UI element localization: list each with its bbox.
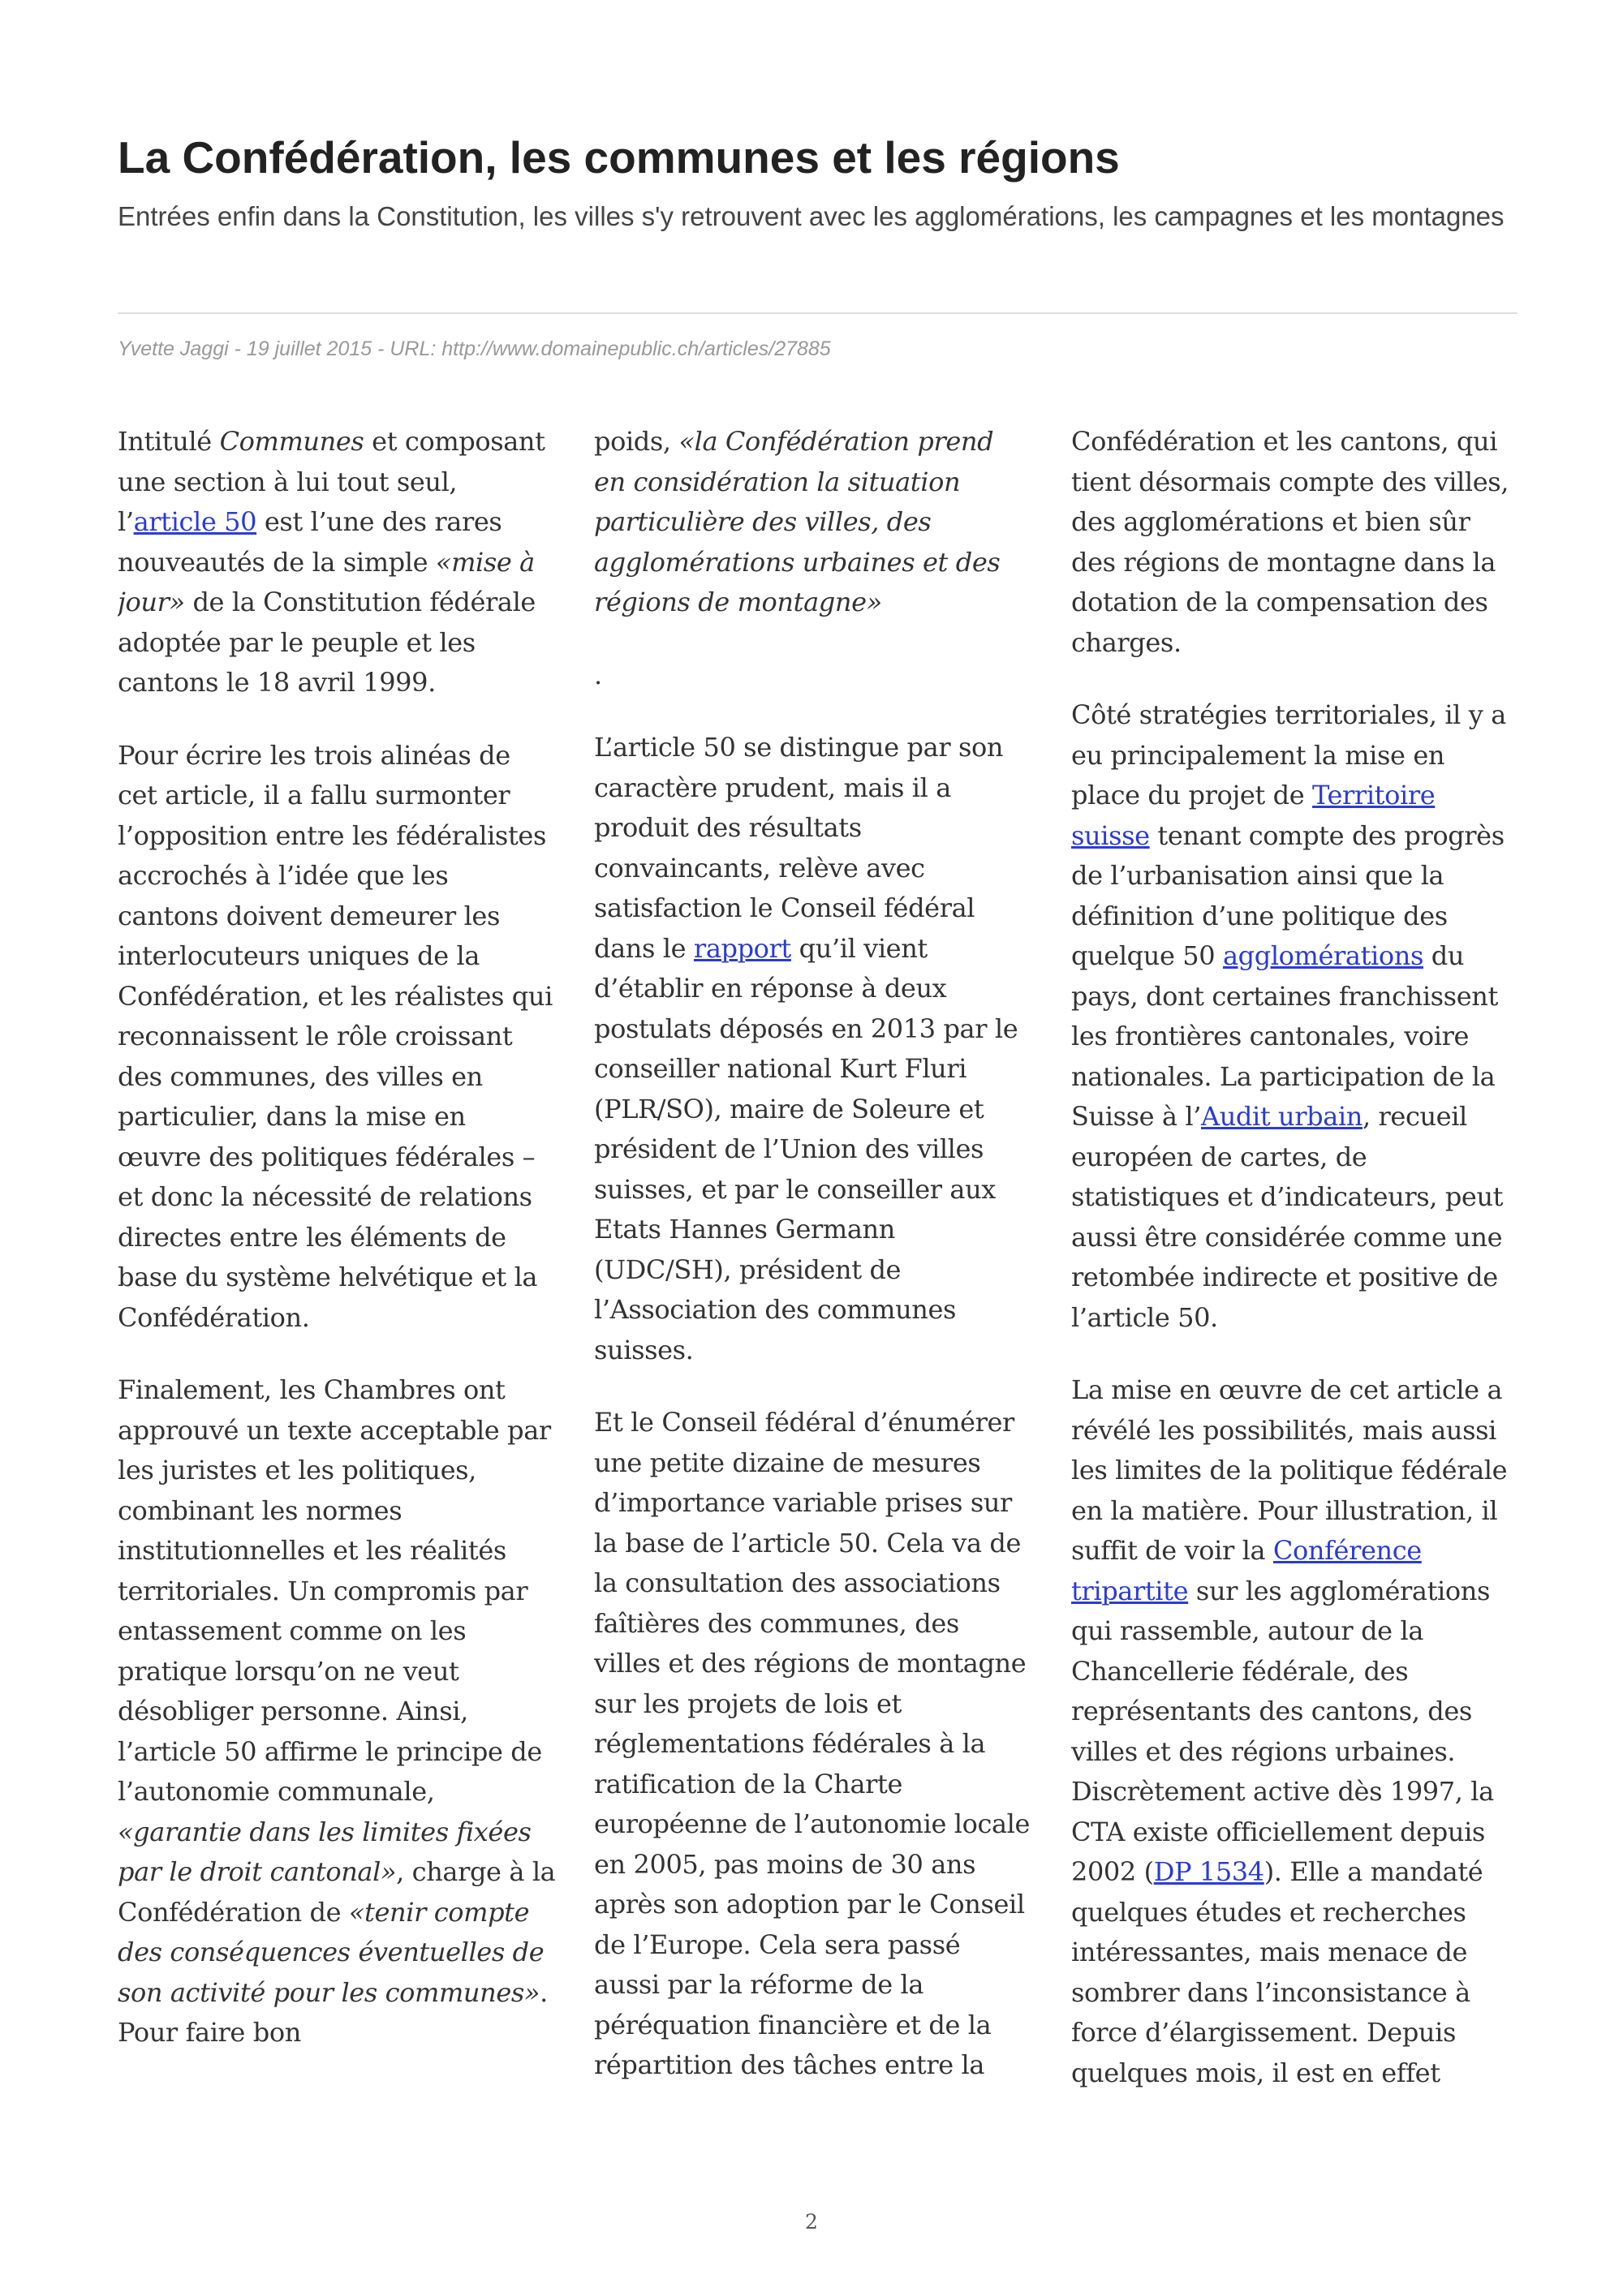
article-title: La Confédération, les communes et les régions	[118, 132, 1120, 183]
link-dp-1534[interactable]: DP 1534	[1153, 1856, 1264, 1887]
paragraph: Finalement, les Chambres ont approuvé un texte acceptable par les juristes et les politiques, combinant les normes institutionnelles et les réalités territoriales. Un compromis par entassement comme on les pratique lorsqu’on ne veut désobliger personne. Ainsi, l’article 50 affirme le principe de l’autonomie communale, «garantie dans les limites fixées par le droit cantonal», charge à la Confédération de «tenir compte des conséquences éventuelles de son activité pour les communes». Pour faire bon	[118, 1374, 556, 2048]
link-territoire-suisse[interactable]: Territoire suisse	[1071, 780, 1436, 851]
link-audit-urbain[interactable]: Audit urbain	[1200, 1101, 1363, 1132]
paragraph: Pour écrire les trois alinéas de cet article, il a fallu surmonter l’opposition entre les fédéralistes accrochés à l’idée que les cantons doivent demeurer les interlocuteurs uniques de la Confédération, et les réalistes qui reconnaissent le rôle croissant des communes, des villes en particulier, dans la mise en œuvre des politiques fédérales – et donc la nécessité de relations directes entre les éléments de base du système helvétique et la Confédération.	[118, 739, 553, 1333]
link-conference-tripartite[interactable]: Conférence tripartite	[1071, 1535, 1422, 1606]
article-meta: Yvette Jaggi - 19 juillet 2015 - URL: http://www.domainepublic.ch/articles/27885	[118, 338, 831, 360]
paragraph: Confédération et les cantons, qui tient désormais compte des villes, des agglomérations et bien sûr des régions de montagne dans la dotation de la compensation des charges.	[1071, 426, 1509, 658]
column-2	[594, 422, 1032, 2166]
paragraph: Côté stratégies territoriales, il y a eu principalement la mise en place du projet de Territoire suisse tenant compte des progrès de l’urbanisation ainsi que la définition d’une politique des quelque 50 agglomérations du pays, dont certaines franchissent les frontières cantonales, voire nationales. La participation de la Suisse à l’Audit urbain, recueil européen de cartes, de statistiques et d’indicateurs, peut aussi être considérée comme une retombée indirecte et positive de l’article 50.	[1071, 699, 1506, 1333]
paragraph: L’article 50 se distingue par son caractère prudent, mais il a produit des résultats convaincants, relève avec satisfaction le Conseil fédéral dans le rapport qu’il vient d’établir en réponse à deux postulats déposés en 2013 par le conseiller national Kurt Fluri (PLR/SO), maire de Soleure et président de l’Union des villes suisses, et par le conseiller aux Etats Hannes Germann (UDC/SH), président de l’Association des communes suisses.	[594, 732, 1018, 1365]
header-divider	[118, 312, 1518, 314]
paragraph: La mise en œuvre de cet article a révélé les possibilités, mais aussi les limites de la politique fédérale en la matière. Pour illustration, il suffit de voir la Conférence tripartite sur les agglomérations qui rassemble, autour de la Chancellerie fédérale, des représentants des cantons, des villes et des régions urbaines. Discrètement active dès 1997, la CTA existe officiellement depuis 2002 (DP 1534). Elle a mandaté quelques études et recherches intéressantes, mais menace de sombrer dans l’inconsistance à force d’élargissement. Depuis quelques mois, il est en effet	[1071, 1374, 1508, 2088]
article-body	[118, 422, 1518, 2166]
article-header	[118, 130, 1518, 237]
article-subtitle: Entrées enfin dans la Constitution, les villes s'y retrouvent avec les agglomérations, les campagnes et les montagnes	[118, 201, 1505, 231]
paragraph: poids, «la Confédération prend en considération la situation particulière des villes, des agglomérations urbaines et des régions de montagne»	[594, 426, 1001, 617]
column-3	[1071, 422, 1509, 2166]
paragraph: Intitulé Communes et composant une section à lui tout seul, l’article 50 est l’une des rares nouveautés de la simple «mise à jour» de la Constitution fédérale adoptée par le peuple et les cantons le 18 avril 1999.	[118, 426, 545, 698]
paragraph-dot: .	[594, 659, 602, 690]
link-article-50[interactable]: article 50	[133, 506, 257, 537]
page-number: 2	[805, 2210, 818, 2234]
column-1	[118, 422, 556, 2166]
paragraph: Et le Conseil fédéral d’énumérer une petite dizaine de mesures d’importance variable prises sur la base de l’article 50. Cela va de la consultation des associations faîtières des communes, des villes et des régions de montagne sur les projets de lois et réglementations fédérales à la ratification de la Charte européenne de l’autonomie locale en 2005, pas moins de 30 ans après son adoption par le Conseil de l’Europe. Cela sera passé aussi par la réforme de la péréquation financière et de la répartition des tâches entre la	[594, 1407, 1031, 2080]
link-rapport[interactable]: rapport	[693, 932, 791, 964]
link-agglomerations[interactable]: agglomérations	[1222, 940, 1423, 971]
